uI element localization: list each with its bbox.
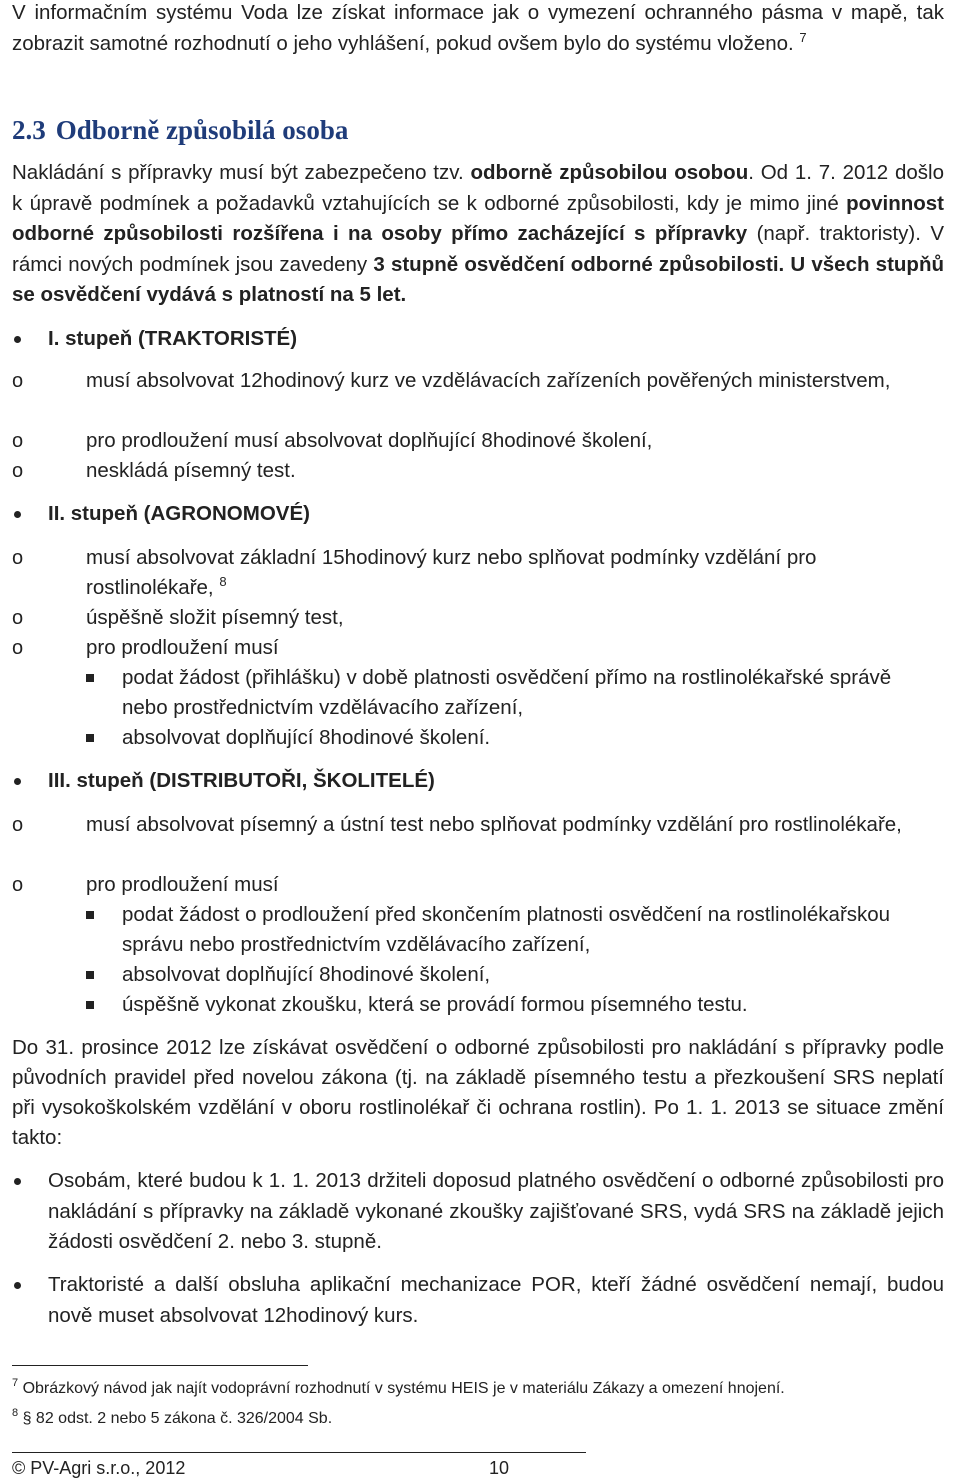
level-2-item-2: úspěšně složit písemný test, bbox=[86, 606, 344, 629]
para1-bold-f: 3 stupně osvědčení odborné způsobilosti. U všech stupňů se osvědčení vydává s platností na 5 let. bbox=[12, 252, 944, 306]
level-3-subitem-1: podat žádost o prodloužení před skončením platnosti osvědčení na rostlinolékařskou správu nebo prostřednictvím vzdělávacího zařízení, bbox=[122, 903, 891, 956]
square-bullet-icon bbox=[86, 1001, 94, 1009]
circle-bullet-icon: o bbox=[12, 547, 24, 569]
section-number: 2.3 bbox=[12, 115, 46, 145]
circle-bullet-icon: o bbox=[12, 814, 24, 836]
bullet-icon bbox=[14, 1178, 21, 1185]
page-number: 10 bbox=[489, 1458, 510, 1478]
level-3-subitem-3: úspěšně vykonat zkoušku, která se provádí formou písemného testu. bbox=[122, 993, 748, 1016]
circle-bullet-icon: o bbox=[12, 370, 24, 392]
para1-text-c: . Od 1. 7. 2012 došlo k úpravě podmínek a požadavků vztahujících se k odborné způsobilosti, kdy je mimo jiné bbox=[12, 161, 944, 215]
intro-text: V informačním systému Voda lze získat informace jak o vymezení ochranného pásma v mapě, tak zobrazit samotné rozhodnutí o jeho vyhlášení, pokud ovšem bylo do systému vloženo. bbox=[12, 1, 944, 55]
footnote-7 bbox=[12, 1378, 942, 1400]
footnote-8-number: 8 bbox=[12, 1407, 19, 1419]
footnote-8 bbox=[12, 1408, 942, 1430]
level-1-item-1: musí absolvovat 12hodinový kurz ve vzdělávacích zařízeních pověřených ministerstvem, bbox=[86, 369, 891, 392]
level-3-title: III. stupeň (DISTRIBUTOŘI, ŠKOLITELÉ) bbox=[48, 769, 435, 792]
footnote-ref-7[interactable]: 7 bbox=[799, 29, 807, 45]
bullet-icon bbox=[14, 778, 21, 785]
square-bullet-icon bbox=[86, 971, 94, 979]
footer-copyright: © PV-Agri s.r.o., 2012 bbox=[12, 1458, 186, 1478]
level-3-subitem-2: absolvovat doplňující 8hodinové školení, bbox=[122, 963, 491, 986]
bullet-item-1: Osobám, které budou k 1. 1. 2013 držiteli doposud platného osvědčení o odborné způsobilosti pro nakládání s přípravky na základě vykonané zkoušky zajišťované SRS, vydá SRS na základě jejich žádosti osvědčení 2. nebo 3. stupně. bbox=[48, 1169, 944, 1253]
level-2-title: II. stupeň (AGRONOMOVÉ) bbox=[48, 502, 310, 525]
footer-separator bbox=[12, 1452, 586, 1453]
para1-text-a: Nakládání s přípravky musí být zabezpečeno tzv. bbox=[12, 161, 471, 184]
para1-bold-b: odborně způsobilou osobou bbox=[470, 161, 749, 184]
para1-text-e: (např. traktoristy). V rámci nových podmínek jsou zavedeny bbox=[12, 222, 944, 276]
bullet-icon bbox=[14, 511, 21, 518]
square-bullet-icon bbox=[86, 674, 94, 682]
footnote-8-text: § 82 odst. 2 nebo 5 zákona č. 326/2004 Sb. bbox=[22, 1410, 333, 1427]
level-2-item-3: pro prodloužení musí bbox=[86, 636, 279, 659]
para1-bold-d: povinnost odborné způsobilosti rozšířena i na osoby přímo zacházející s přípravky bbox=[12, 191, 944, 245]
paragraph-odborna-zpusobilost bbox=[12, 158, 944, 311]
level-2-subitem-1: podat žádost (přihlášku) v době platnosti osvědčení přímo na rostlinolékařské správě nebo prostřednictvím vzdělávacího zařízení, bbox=[122, 666, 892, 719]
footnote-7-number: 7 bbox=[12, 1377, 19, 1389]
bullet-icon bbox=[14, 1282, 21, 1289]
circle-bullet-icon: o bbox=[12, 430, 24, 452]
level-1-title: I. stupeň (TRAKTORISTÉ) bbox=[48, 327, 298, 350]
level-3-item-1: musí absolvovat písemný a ústní test nebo splňovat podmínky vzdělání pro rostlinolékaře, bbox=[86, 813, 902, 836]
circle-bullet-icon: o bbox=[12, 607, 24, 629]
level-2-item-1-text: musí absolvovat základní 15hodinový kurz nebo splňovat podmínky vzdělání pro rostlinolékaře, bbox=[86, 546, 817, 599]
circle-bullet-icon: o bbox=[12, 460, 24, 482]
bullet-icon bbox=[14, 336, 21, 343]
circle-bullet-icon: o bbox=[12, 637, 24, 659]
circle-bullet-icon: o bbox=[12, 874, 24, 896]
intro-paragraph bbox=[12, 0, 944, 59]
level-2-item-1 bbox=[86, 543, 906, 603]
level-3-item-2: pro prodloužení musí bbox=[86, 873, 279, 896]
footnote-7-text: Obrázkový návod jak najít vodoprávní rozhodnutí v systému HEIS je v materiálu Zákazy a omezení hnojení. bbox=[22, 1380, 785, 1397]
paragraph-prechodne-obdobi: Do 31. prosince 2012 lze získávat osvědčení o odborné způsobilosti pro nakládání s přípravky podle původních pravidel před novelou zákona (tj. na základě písemného testu a přezkoušení SRS neplatí při vysokoškolském vzdělání v oboru rostlinolékař či ochrana rostlin). Po 1. 1. 2013 se situace změní takto: bbox=[12, 1036, 944, 1149]
section-heading bbox=[12, 112, 348, 148]
section-title: Odborně způsobilá osoba bbox=[55, 115, 349, 145]
level-2-subitem-2: absolvovat doplňující 8hodinové školení. bbox=[122, 726, 491, 749]
footnote-ref-8[interactable]: 8 bbox=[219, 574, 227, 589]
footnote-separator bbox=[12, 1365, 308, 1366]
square-bullet-icon bbox=[86, 911, 94, 919]
square-bullet-icon bbox=[86, 734, 94, 742]
level-1-item-3: neskládá písemný test. bbox=[86, 459, 296, 482]
bullet-item-2: Traktoristé a další obsluha aplikační mechanizace POR, kteří žádné osvědčení nemají, budou nově muset absolvovat 12hodinový kurs. bbox=[48, 1273, 944, 1327]
level-1-item-2: pro prodloužení musí absolvovat doplňující 8hodinové školení, bbox=[86, 429, 653, 452]
